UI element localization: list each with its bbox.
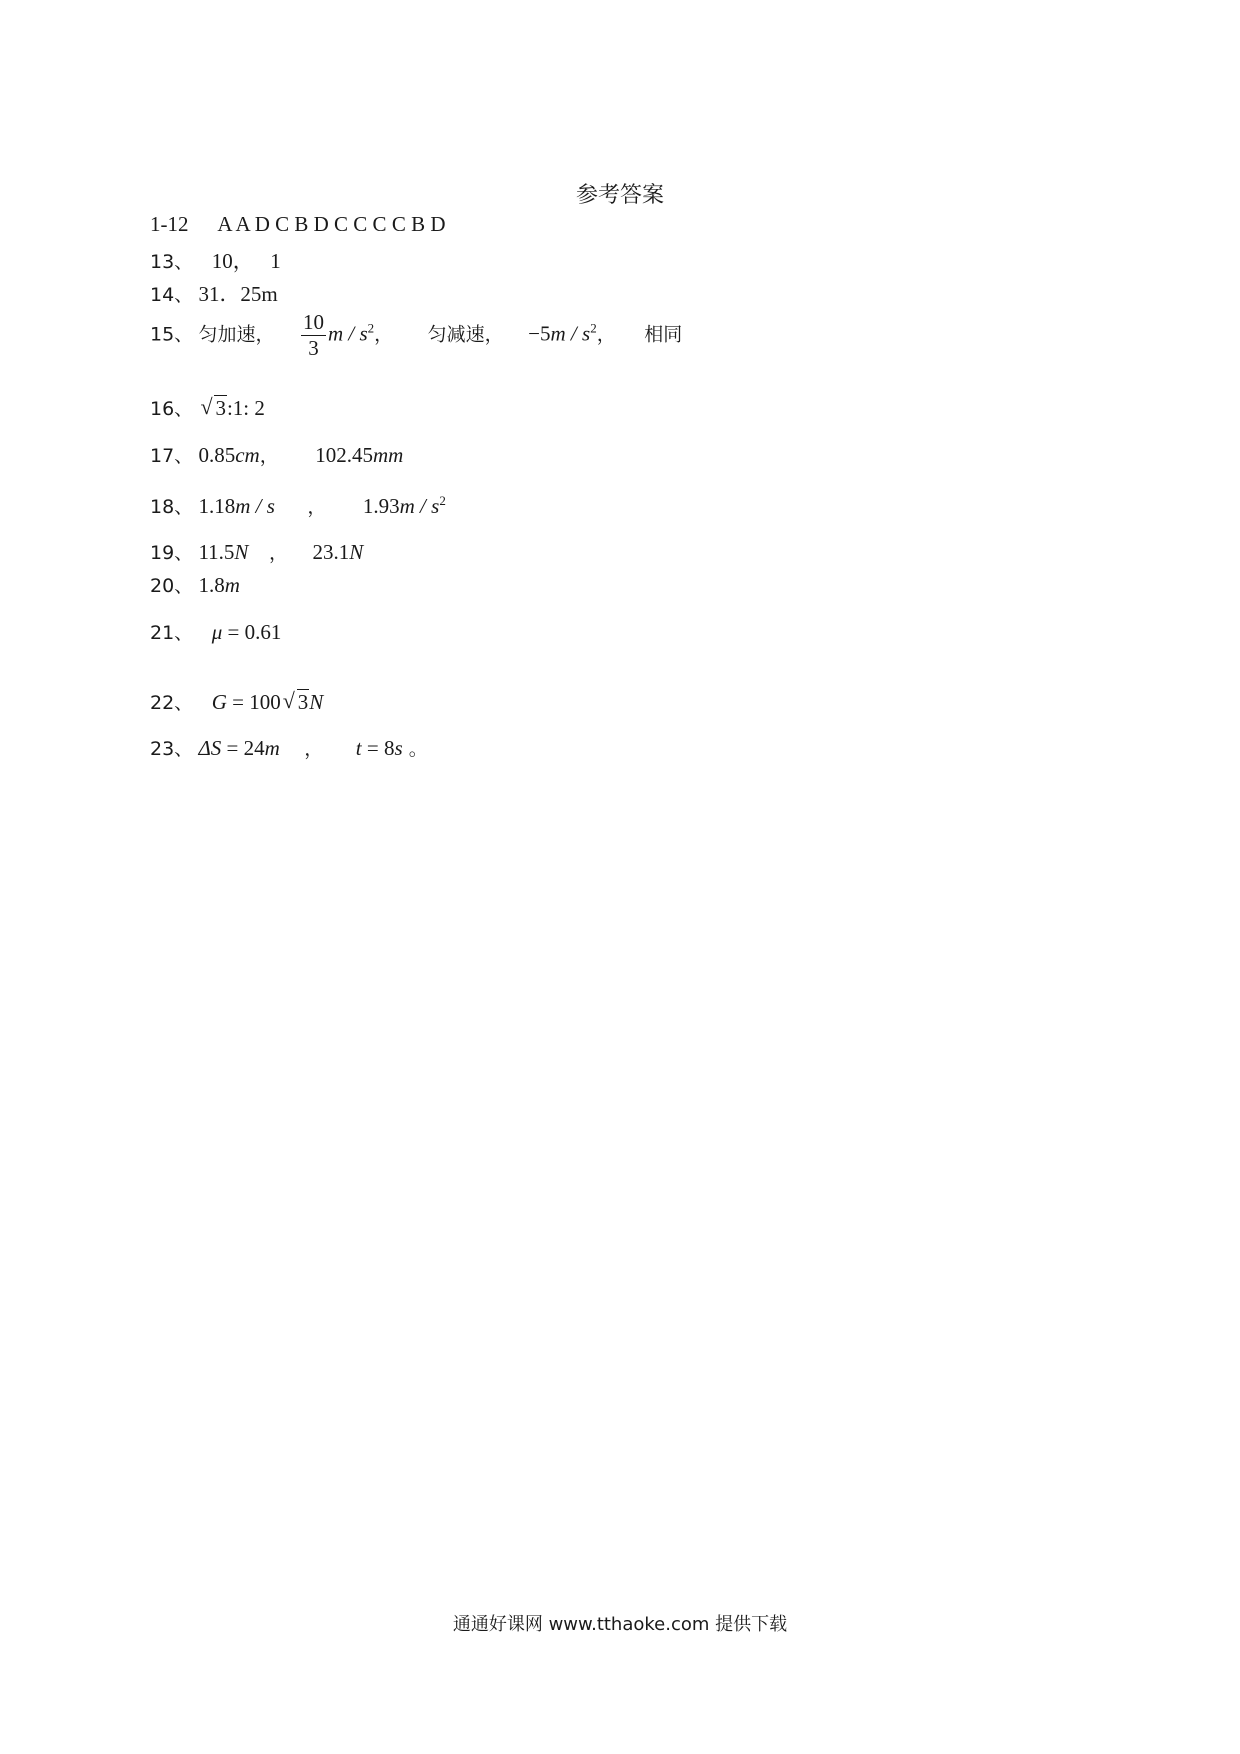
answer-16	[150, 394, 265, 421]
answer-value: = 8	[361, 736, 395, 760]
unit: m / s	[399, 494, 440, 518]
symbol: G	[211, 690, 227, 714]
answer-number: 14、	[150, 284, 194, 306]
answer-number: 13、	[150, 251, 194, 273]
answer-22	[150, 688, 323, 715]
answer-value: 31．25m	[198, 282, 278, 306]
answer-value: = 24	[221, 736, 265, 760]
comma: ，	[304, 738, 324, 760]
answer-value: 0.85	[198, 443, 236, 467]
exponent: 2	[367, 320, 375, 336]
answer-14	[150, 278, 278, 308]
answer-number: 18、	[150, 496, 194, 518]
answer-value: 1	[270, 249, 281, 273]
answer-number: 20、	[150, 575, 194, 597]
comma: ，	[596, 323, 616, 346]
fraction	[301, 310, 326, 361]
unit: m / s	[327, 321, 368, 346]
comma: ，	[374, 323, 394, 346]
answer-18	[150, 492, 446, 519]
unit: N	[309, 690, 324, 714]
answer-13	[150, 245, 281, 275]
fraction-denominator: 3	[308, 336, 319, 361]
symbol: ΔS	[198, 736, 222, 760]
answer-value: 11.5	[198, 540, 235, 564]
square-root	[200, 396, 227, 421]
answer-text: 匀减速，	[427, 323, 504, 346]
answer-number: 16、	[150, 398, 194, 420]
footer-source: 通通好课网 www.tthaoke.com 提供下载	[452, 1614, 788, 1635]
answer-number: 22、	[150, 692, 194, 714]
answer-23	[150, 734, 428, 761]
answer-text: 相同	[644, 323, 683, 346]
unit: N	[234, 540, 249, 564]
answer-number: 23、	[150, 738, 194, 760]
comma: ，	[259, 445, 279, 467]
period: 。	[402, 738, 428, 760]
answer-number: 21、	[150, 622, 194, 644]
answer-19	[150, 538, 363, 565]
answer-number: 15、	[150, 323, 194, 346]
fraction-numerator: 10	[301, 310, 326, 336]
answer-value: 10，	[211, 249, 254, 273]
answer-21	[150, 618, 281, 645]
unit: m / s	[550, 321, 591, 346]
exponent: 2	[439, 493, 446, 508]
answer-number: 19、	[150, 542, 194, 564]
unit: m	[224, 573, 240, 597]
comma: ，	[268, 542, 288, 564]
unit: mm	[372, 443, 404, 467]
symbol: μ	[211, 620, 223, 644]
answer-value: = 100	[226, 690, 281, 714]
answer-choices: A A D C B D C C C C B D	[217, 212, 446, 236]
unit: m	[264, 736, 280, 760]
answer-value: 1.18	[198, 494, 236, 518]
answer-value: 1.93	[362, 494, 400, 518]
answer-1-12	[150, 212, 446, 237]
answer-value: 102.45	[315, 443, 373, 467]
comma: ，	[307, 496, 327, 518]
answer-20	[150, 571, 240, 598]
radicand: 3	[215, 396, 226, 420]
exponent: 2	[590, 320, 597, 336]
unit: s	[394, 736, 403, 760]
answer-number: 1-12	[150, 212, 189, 236]
page-title: 参考答案	[575, 183, 664, 208]
answer-number: 17、	[150, 445, 194, 467]
unit: cm	[235, 443, 260, 467]
answer-value: 1.8	[198, 573, 225, 597]
answer-value: :1: 2	[226, 396, 265, 420]
square-root	[283, 690, 310, 715]
unit: N	[349, 540, 364, 564]
unit: m / s	[235, 494, 275, 518]
answer-17	[150, 441, 403, 468]
symbol: t	[355, 736, 362, 760]
answer-text: 匀加速，	[198, 323, 275, 346]
answer-value: = 0.61	[222, 620, 282, 644]
answer-value: 23.1	[312, 540, 350, 564]
answer-value: −5	[528, 321, 551, 346]
radicand: 3	[297, 690, 309, 714]
answer-15	[150, 310, 682, 361]
